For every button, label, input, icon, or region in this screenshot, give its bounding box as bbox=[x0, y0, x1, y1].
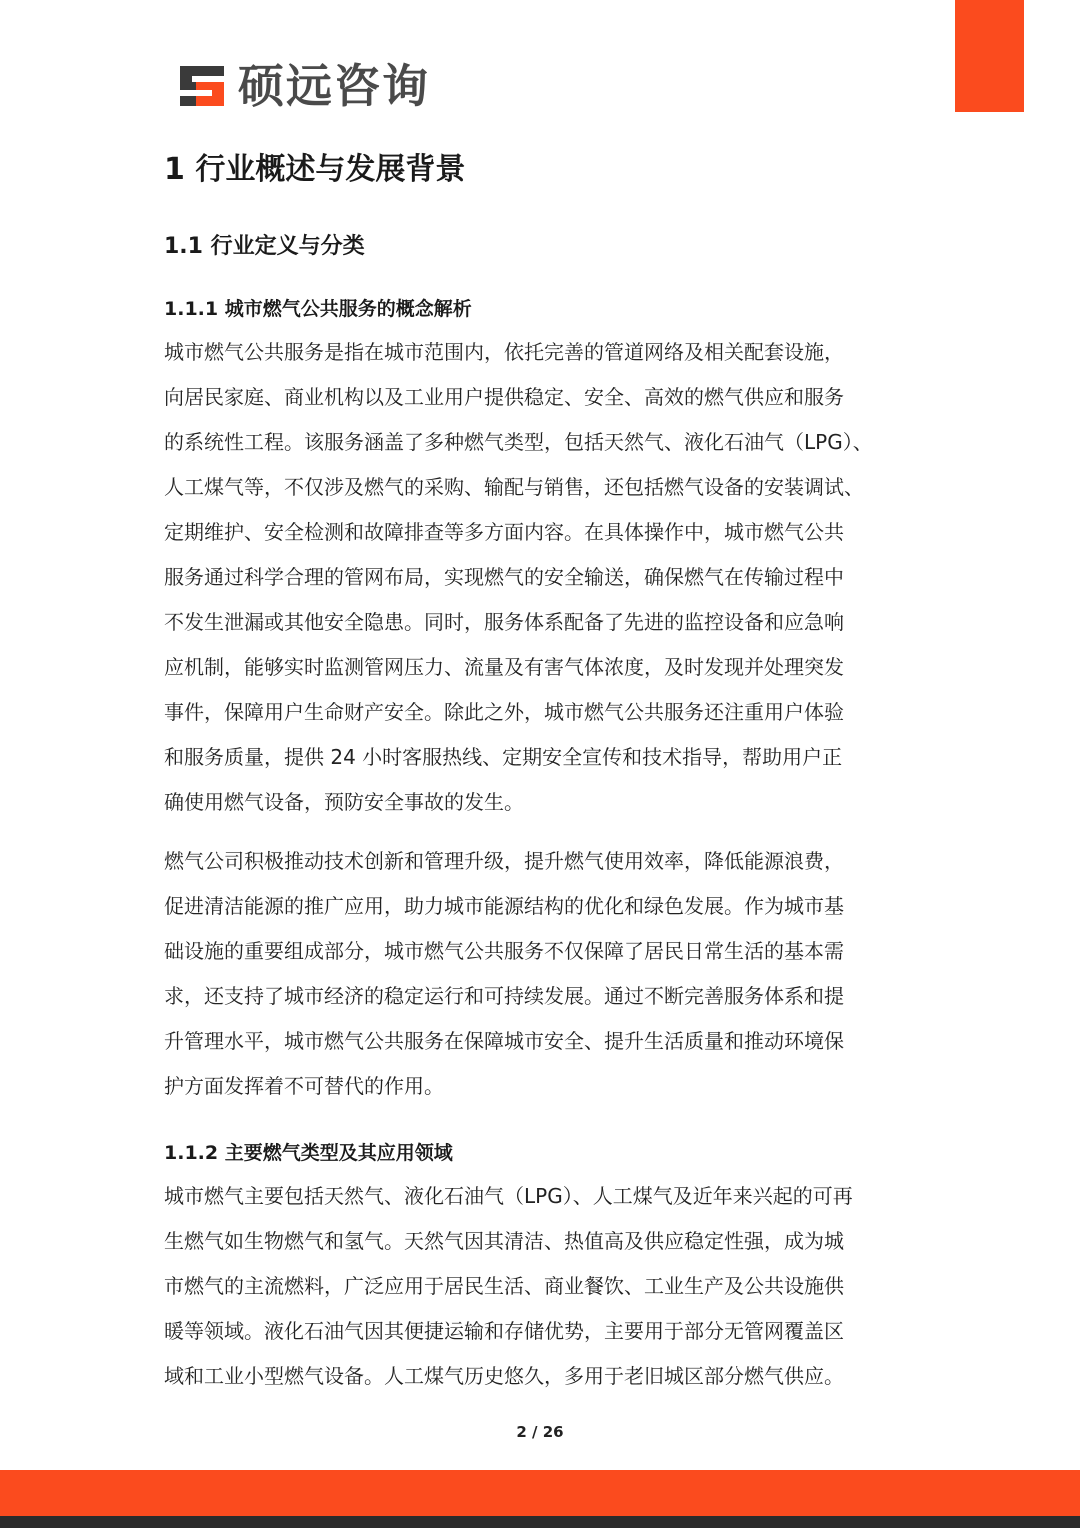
text-line: 城市燃气公共服务是指在城市范围内，依托完善的管道网络及相关配套设施， bbox=[164, 340, 844, 364]
text-line: 燃气公司积极推动技术创新和管理升级，提升燃气使用效率，降低能源浪费， bbox=[164, 849, 844, 873]
footer-dark-strip bbox=[0, 1516, 1080, 1528]
top-accent-tab bbox=[955, 0, 1024, 112]
text-line: 人工煤气等，不仅涉及燃气的采购、输配与销售，还包括燃气设备的安装调试、 bbox=[164, 475, 864, 499]
subsection-title-2: 1.1.2 主要燃气类型及其应用领域 bbox=[164, 1142, 453, 1164]
text-line: 城市燃气主要包括天然气、液化石油气（LPG）、人工煤气及近年来兴起的可再 bbox=[164, 1184, 853, 1208]
paragraph-3 bbox=[164, 1174, 924, 1399]
text-line: 升管理水平，城市燃气公共服务在保障城市安全、提升生活质量和推动环境保 bbox=[164, 1029, 844, 1053]
paragraph-2 bbox=[164, 839, 924, 1109]
text-line: 事件，保障用户生命财产安全。除此之外，城市燃气公共服务还注重用户体验 bbox=[164, 700, 844, 724]
page-number: 2 / 26 bbox=[516, 1423, 564, 1441]
text-line: 护方面发挥着不可替代的作用。 bbox=[164, 1074, 444, 1098]
text-line: 的系统性工程。该服务涵盖了多种燃气类型，包括天然气、液化石油气（LPG）、 bbox=[164, 430, 873, 454]
text-line: 不发生泄漏或其他安全隐患。同时，服务体系配备了先进的监控设备和应急响 bbox=[164, 610, 844, 634]
text-line: 求，还支持了城市经济的稳定运行和可持续发展。通过不断完善服务体系和提 bbox=[164, 984, 844, 1008]
text-line: 和服务质量，提供 24 小时客服热线、定期安全宣传和技术指导，帮助用户正 bbox=[164, 745, 843, 769]
paragraph-1 bbox=[164, 330, 924, 825]
footer-accent-bar bbox=[0, 1470, 1080, 1516]
chapter-title: 1 行业概述与发展背景 bbox=[164, 152, 466, 187]
section-title: 1.1 行业定义与分类 bbox=[164, 234, 365, 259]
text-line: 服务通过科学合理的管网布局，实现燃气的安全输送，确保燃气在传输过程中 bbox=[164, 565, 844, 589]
text-line: 向居民家庭、商业机构以及工业用户提供稳定、安全、高效的燃气供应和服务 bbox=[164, 385, 844, 409]
text-line: 暖等领域。液化石油气因其便捷运输和存储优势，主要用于部分无管网覆盖区 bbox=[164, 1319, 844, 1343]
text-line: 生燃气如生物燃气和氢气。天然气因其清洁、热值高及供应稳定性强，成为城 bbox=[164, 1229, 844, 1253]
subsection-title-1: 1.1.1 城市燃气公共服务的概念解析 bbox=[164, 298, 472, 320]
logo bbox=[176, 58, 430, 114]
text-line: 定期维护、安全检测和故障排查等多方面内容。在具体操作中，城市燃气公共 bbox=[164, 520, 844, 544]
text-line: 域和工业小型燃气设备。人工煤气历史悠久，多用于老旧城区部分燃气供应。 bbox=[164, 1364, 844, 1388]
logo-text: 硕远咨询 bbox=[238, 59, 430, 113]
text-line: 促进清洁能源的推广应用，助力城市能源结构的优化和绿色发展。作为城市基 bbox=[164, 894, 844, 918]
logo-mark-icon bbox=[176, 62, 228, 110]
text-line: 市燃气的主流燃料，广泛应用于居民生活、商业餐饮、工业生产及公共设施供 bbox=[164, 1274, 844, 1298]
text-line: 确使用燃气设备，预防安全事故的发生。 bbox=[164, 790, 524, 814]
text-line: 应机制，能够实时监测管网压力、流量及有害气体浓度，及时发现并处理突发 bbox=[164, 655, 844, 679]
text-line: 础设施的重要组成部分，城市燃气公共服务不仅保障了居民日常生活的基本需 bbox=[164, 939, 844, 963]
